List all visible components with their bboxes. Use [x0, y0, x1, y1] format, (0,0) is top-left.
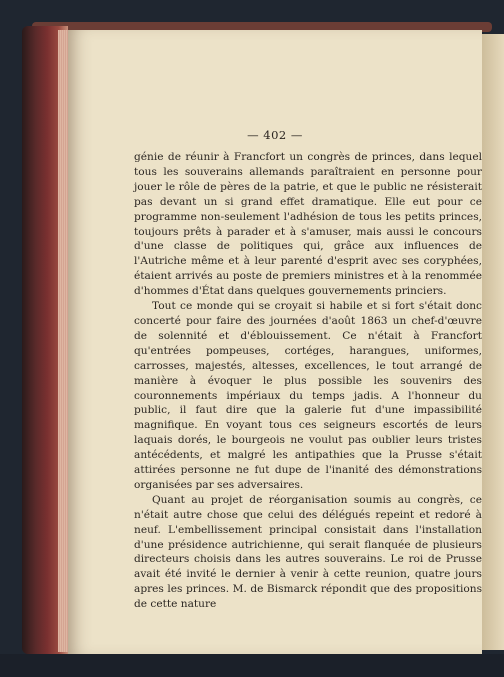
paragraph-3: Quant au projet de réorganisation soumis au congrès, ce n'était autre chose que celui des délégués repeint et redoré à neuf. L'embellissement principal consistait dans l'installation d'une présidence autrichienne, qui serait flanquée de plusieurs directeurs choisis dans les autres souverains. Le roi de Prusse avait été invité le dernier à venir à cette reunion, quatre jours apres les princes. M. de Bismarck répondit que des propositions de cette nature [134, 493, 482, 611]
paragraph-1: génie de réunir à Francfort un congrès de princes, dans lequel tous les souverains allemands paraîtraient en personne pour jouer le rôle de pères de la patrie, et que le public ne résisterait pas devant un si grand effet dramatique. Elle eut pour ce programme non-seulement l'adhésion de tous les petits princes, toujours prêts à parader et à s'amuser, mais aussi le concours d'une classe de politiques qui, grâce aux influences de l'Autriche même et à leur parenté d'esprit avec ses coryphées, étaient arrivés au poste de premiers ministres et à la renommée d'hommes d'État dans quelques gouvernements princiers. [134, 151, 482, 298]
page-number: — 402 — [247, 128, 303, 142]
next-page-edge [482, 34, 504, 650]
page-body [134, 150, 482, 612]
paragraph-2: Tout ce monde qui se croyait si habile et si fort s'était donc concerté pour faire des journées d'août 1863 un chef-d'œuvre de solennité et d'éblouissement. Ce n'était à Francfort qu'entrées pompeuses, cortéges, harangues, uniformes, carrosses, majestés, altesses, excellences, le tout arrangé de manière à évoquer le plus possible les souvenirs des couronnements impériaux du temps jadis. A l'honneur du public, il faut dire que la galerie fut d'une impassibilité magnifique. En voyant tous ces seigneurs escortés de leurs laquais dorés, le bourgeois ne voulut pas oublier leurs tristes antécédents, et malgré les antipathies que la Prusse s'était attirées personne ne fut dupe de l'inanité des démonstrations organisées par ses adversaires. [134, 300, 482, 491]
background-bottom [0, 654, 504, 677]
book-page [68, 30, 482, 654]
